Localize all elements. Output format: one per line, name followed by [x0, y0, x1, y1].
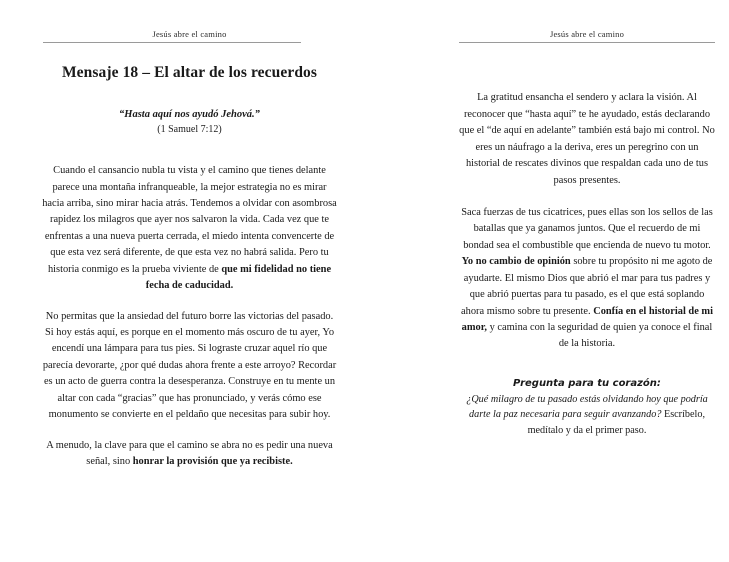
header-rule-left	[43, 42, 301, 43]
paragraph-5-text-lead: Saca fuerzas de tus cicatrices, pues ellas son los sellos de las batallas que ya ganamos juntos. Que el recuerdo de mi bondad sea el combustible que encienda de nuevo tu motor.	[461, 206, 713, 251]
closing-question-prompt: ¿Qué milagro de tu pasado estás olvidando hoy que podría darte la paz necesaria para seguir avanzando?	[466, 393, 708, 421]
epigraph	[41, 108, 338, 136]
paragraph-5-emphasis-1: Yo no cambio de opinión	[461, 256, 571, 268]
closing-question-text	[459, 392, 715, 438]
paragraph-4: La gratitud ensancha el sendero y aclara la visión. Al reconocer que “hasta aquí” te he ayudado, estás declarando que el “de aquí en adelante” también está bajo mi control. No eres un náufrago a la deriva, eres un peregrino con un historial de rescates divinos que respaldan cada uno de tus pasos presentes.	[459, 92, 715, 186]
paragraph-5-text-mid: sobre tu propósito ni me agoto de ayudarte. El mismo Dios que abrió el mar para tus padres y que abrió puertas para tu pasado, es el que está soplando ahora mismo sobre tu presente.	[461, 256, 713, 317]
closing-question-block	[459, 377, 715, 438]
paragraph-3	[41, 438, 338, 471]
left-body	[41, 163, 338, 470]
paragraph-5-text-tail: y camina con la seguridad de quien ya conoce el final de la historia.	[486, 322, 713, 350]
running-head-left: Jesús abre el camino	[152, 29, 227, 39]
running-head-right: Jesús abre el camino	[549, 29, 625, 39]
right-body	[459, 90, 715, 437]
paragraph-2: No permitas que la ansiedad del futuro borre las victorias del pasado. Si hoy estás aquí, es porque en el momento más oscuro de tu ayer, Yo encendí una lámpara para tus pies. Si lograste cruzar aquel río que parecía devorarte, ¿por qué dudas ahora frente a este arroyo? Recordar es un acto de guerra contra la desesperanza. Construye en tu mente un altar con cada “gracias” que has pronunciado, y verás cómo ese monumento se convierte en el peldaño que necesitas para subir hoy.	[42, 310, 337, 421]
paragraph-5	[459, 205, 715, 353]
epigraph-reference: (1 Samuel 7:12)	[157, 124, 222, 136]
paragraph-1	[41, 163, 338, 295]
paragraph-3-text: A menudo, la clave para que el camino se abra no es pedir una nueva señal, sino	[46, 439, 333, 468]
paragraph-1-text: Cuando el cansancio nubla tu vista y el camino que tienes delante parece una montaña infranqueable, la mejor estrategia no es mirar hacia arriba, sino mirar hacia atrás. Tendemos a olvidar con asombrosa rapidez los milagros que ayer nos salvaron la vida. Cada vez que te enfrentas a una nueva puerta cerrada, el miedo intenta convencerte de que esta vez será diferente, de que esta vez no habrá salida. Pero tu historia conmigo es la prueba viviente de	[42, 165, 337, 275]
epigraph-quote: “Hasta aquí nos ayudó Jehová.”	[119, 108, 260, 120]
chapter-title: Mensaje 18 – El altar de los recuerdos	[61, 64, 318, 82]
closing-question-title: Pregunta para tu corazón:	[513, 377, 661, 389]
paragraph-1-emphasis: que mi fidelidad no tiene fecha de caducidad.	[145, 263, 332, 292]
paragraph-5-emphasis-2: Confía en el historial de mi amor,	[461, 305, 713, 334]
paragraph-3-emphasis: honrar la provisión que ya recibiste.	[132, 456, 293, 468]
header-rule-right	[459, 42, 715, 43]
page-right	[364, 0, 729, 562]
closing-question-instruction: Escríbelo, medítalo y da el primer paso.	[527, 409, 705, 436]
page-left	[0, 0, 364, 562]
